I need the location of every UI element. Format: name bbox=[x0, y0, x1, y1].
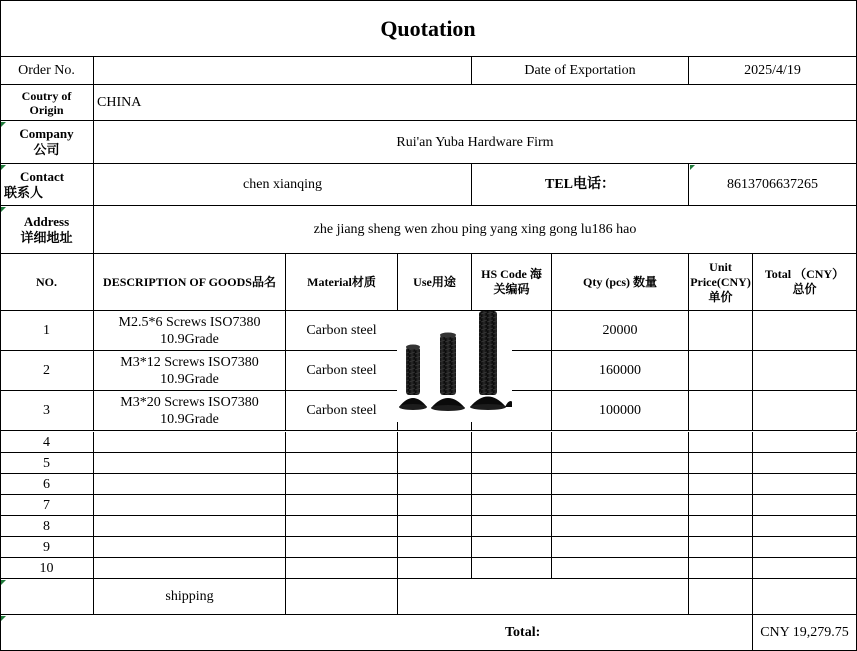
row-use[interactable] bbox=[398, 558, 472, 579]
row-no[interactable]: 10 bbox=[0, 558, 94, 579]
row-description-line2: 10.9Grade bbox=[160, 331, 219, 347]
origin-value[interactable]: CHINA bbox=[94, 85, 857, 121]
row-no[interactable]: 6 bbox=[0, 474, 94, 495]
row-unit-price[interactable] bbox=[689, 432, 753, 453]
row-no[interactable]: 2 bbox=[0, 351, 94, 391]
row-qty[interactable] bbox=[552, 495, 689, 516]
row-total[interactable] bbox=[753, 558, 857, 579]
tel-value[interactable]: 8613706637265 bbox=[689, 164, 857, 206]
row-total[interactable] bbox=[753, 537, 857, 558]
row-description[interactable] bbox=[94, 516, 286, 537]
cell-comment-marker bbox=[690, 165, 695, 170]
address-label-en: Address bbox=[23, 213, 70, 229]
row-unit-price[interactable] bbox=[689, 516, 753, 537]
row-unit-price[interactable] bbox=[689, 311, 753, 351]
row-material[interactable] bbox=[286, 495, 398, 516]
cell-comment-marker bbox=[1, 580, 6, 585]
row-description-line1: M3*20 Screws ISO7380 bbox=[120, 394, 259, 410]
row-qty[interactable] bbox=[552, 474, 689, 495]
row-material[interactable] bbox=[286, 558, 398, 579]
row-use[interactable] bbox=[398, 516, 472, 537]
row-material[interactable] bbox=[286, 537, 398, 558]
screws-photo bbox=[397, 311, 512, 422]
row-qty[interactable]: 20000 bbox=[552, 311, 689, 351]
row-total[interactable] bbox=[753, 351, 857, 391]
row-qty[interactable] bbox=[552, 432, 689, 453]
shipping-merged-cell[interactable] bbox=[398, 579, 689, 615]
row-material[interactable] bbox=[286, 453, 398, 474]
total-label-cell bbox=[0, 615, 753, 651]
shipping-unit-price-cell[interactable] bbox=[689, 579, 753, 615]
row-description-line1: M3*12 Screws ISO7380 bbox=[120, 354, 259, 370]
shipping-label: shipping bbox=[94, 579, 286, 615]
row-total[interactable] bbox=[753, 516, 857, 537]
row-total[interactable] bbox=[753, 391, 857, 431]
address-value[interactable]: zhe jiang sheng wen zhou ping yang xing gong lu186 hao bbox=[94, 206, 857, 254]
company-label-en: Company bbox=[19, 126, 74, 141]
cell-comment-marker bbox=[1, 122, 6, 127]
contact-value[interactable]: chen xianqing bbox=[94, 164, 472, 206]
col-header-qty: Qty (pcs) 数量 bbox=[552, 254, 689, 311]
cell-comment-marker bbox=[1, 165, 6, 170]
contact-label-en: Contact bbox=[20, 168, 65, 184]
row-hs-code[interactable] bbox=[472, 432, 552, 453]
row-description[interactable] bbox=[94, 558, 286, 579]
row-material[interactable] bbox=[286, 474, 398, 495]
origin-label: Coutry of Origin bbox=[0, 85, 94, 121]
row-qty[interactable] bbox=[552, 453, 689, 474]
row-no[interactable]: 8 bbox=[0, 516, 94, 537]
row-total[interactable] bbox=[753, 474, 857, 495]
row-total[interactable] bbox=[753, 311, 857, 351]
row-qty[interactable]: 160000 bbox=[552, 351, 689, 391]
cell-comment-marker bbox=[1, 207, 6, 212]
row-unit-price[interactable] bbox=[689, 537, 753, 558]
row-unit-price[interactable] bbox=[689, 391, 753, 431]
row-description-line1: M2.5*6 Screws ISO7380 bbox=[118, 314, 261, 330]
col-header-material: Material材质 bbox=[286, 254, 398, 311]
screws-icon bbox=[397, 311, 512, 422]
row-unit-price[interactable] bbox=[689, 558, 753, 579]
row-description[interactable] bbox=[94, 495, 286, 516]
row-no[interactable]: 7 bbox=[0, 495, 94, 516]
col-header-use: Use用途 bbox=[398, 254, 472, 311]
row-hs-code[interactable] bbox=[472, 516, 552, 537]
row-material[interactable]: Carbon steel bbox=[286, 391, 398, 431]
row-no[interactable]: 9 bbox=[0, 537, 94, 558]
row-use[interactable] bbox=[398, 453, 472, 474]
row-unit-price[interactable] bbox=[689, 453, 753, 474]
grand-total-value: CNY 19,279.75 bbox=[753, 615, 857, 651]
row-description[interactable] bbox=[94, 474, 286, 495]
address-label-cn: 详细地址 bbox=[20, 229, 73, 245]
company-value[interactable]: Rui'an Yuba Hardware Firm bbox=[94, 121, 857, 164]
col-header-total: Total （CNY）总价 bbox=[753, 254, 857, 311]
row-unit-price[interactable] bbox=[689, 495, 753, 516]
row-total[interactable] bbox=[753, 495, 857, 516]
row-hs-code[interactable] bbox=[472, 537, 552, 558]
row-description[interactable] bbox=[94, 311, 286, 351]
page-title: Quotation bbox=[0, 0, 857, 57]
row-material[interactable] bbox=[286, 516, 398, 537]
col-header-hs-code: HS Code 海关编码 bbox=[472, 254, 552, 311]
row-qty[interactable] bbox=[552, 558, 689, 579]
row-unit-price[interactable] bbox=[689, 351, 753, 391]
row-use[interactable] bbox=[398, 474, 472, 495]
row-description[interactable] bbox=[94, 351, 286, 391]
row-hs-code[interactable] bbox=[472, 453, 552, 474]
row-unit-price[interactable] bbox=[689, 474, 753, 495]
tel-label: TEL电话： bbox=[472, 164, 689, 206]
row-description[interactable] bbox=[94, 391, 286, 431]
row-description[interactable] bbox=[94, 453, 286, 474]
row-hs-code[interactable] bbox=[472, 474, 552, 495]
row-no[interactable]: 3 bbox=[0, 391, 94, 431]
row-qty[interactable] bbox=[552, 516, 689, 537]
row-qty[interactable] bbox=[552, 537, 689, 558]
row-no[interactable]: 5 bbox=[0, 453, 94, 474]
row-material[interactable]: Carbon steel bbox=[286, 311, 398, 351]
contact-label-cn: 联系人 bbox=[4, 184, 44, 200]
contact-label bbox=[0, 164, 94, 206]
row-total[interactable] bbox=[753, 432, 857, 453]
date-of-exportation-label: Date of Exportation bbox=[472, 57, 689, 85]
cell-comment-marker bbox=[1, 616, 6, 621]
shipping-no-cell bbox=[0, 579, 94, 615]
order-no-value[interactable] bbox=[94, 57, 472, 85]
row-total[interactable] bbox=[753, 453, 857, 474]
col-header-unit-price: Unit Price(CNY) 单价 bbox=[689, 254, 753, 311]
row-description[interactable] bbox=[94, 432, 286, 453]
col-header-no: NO. bbox=[0, 254, 94, 311]
row-material[interactable] bbox=[286, 432, 398, 453]
row-no[interactable]: 1 bbox=[0, 311, 94, 351]
total-label: Total: bbox=[505, 625, 541, 640]
row-qty[interactable]: 100000 bbox=[552, 391, 689, 431]
company-label-cn: 公司 bbox=[33, 142, 60, 157]
row-no[interactable]: 4 bbox=[0, 432, 94, 453]
row-description-line2: 10.9Grade bbox=[160, 411, 219, 427]
address-label bbox=[0, 206, 94, 254]
col-header-description: DESCRIPTION OF GOODS品名 bbox=[94, 254, 286, 311]
row-hs-code[interactable] bbox=[472, 495, 552, 516]
row-use[interactable] bbox=[398, 537, 472, 558]
row-description-line2: 10.9Grade bbox=[160, 371, 219, 387]
row-hs-code[interactable] bbox=[472, 558, 552, 579]
company-label bbox=[0, 121, 94, 164]
row-use[interactable] bbox=[398, 495, 472, 516]
row-use[interactable] bbox=[398, 432, 472, 453]
row-description[interactable] bbox=[94, 537, 286, 558]
date-of-exportation-value[interactable]: 2025/4/19 bbox=[689, 57, 857, 85]
order-no-label: Order No. bbox=[0, 57, 94, 85]
shipping-total-cell[interactable] bbox=[753, 579, 857, 615]
shipping-material-cell[interactable] bbox=[286, 579, 398, 615]
row-material[interactable]: Carbon steel bbox=[286, 351, 398, 391]
